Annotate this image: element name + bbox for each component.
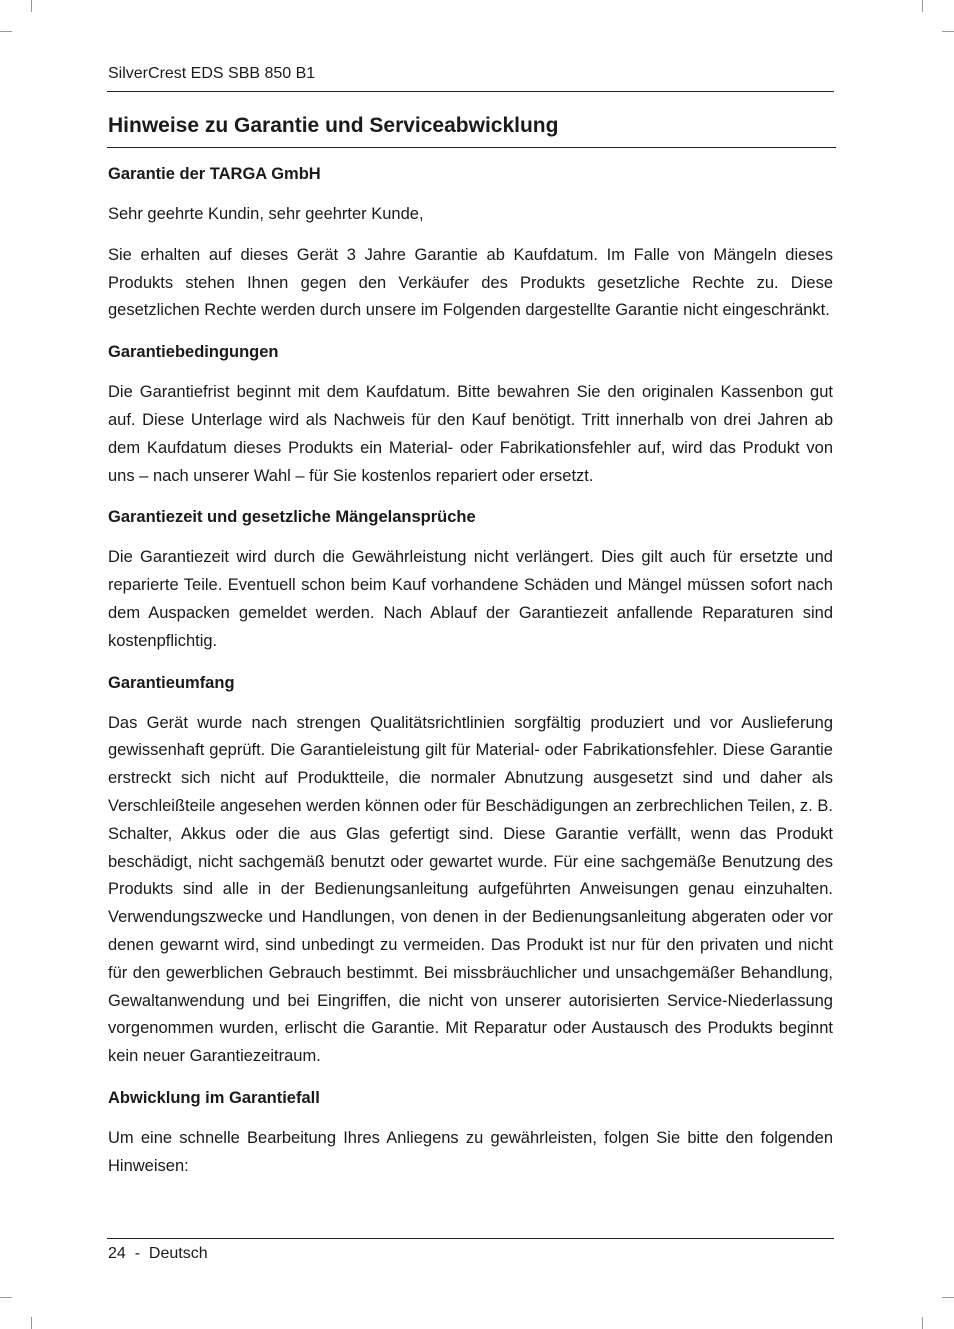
section-heading-period: Garantiezeit und gesetzliche Mängelansprüche xyxy=(108,508,476,527)
page-number: 24 xyxy=(108,1245,126,1262)
crop-mark xyxy=(922,1317,923,1329)
paragraph-processing: Um eine schnelle Bearbeitung Ihres Anliegens zu gewährleisten, folgen Sie bitte den folgenden Hinweisen: xyxy=(108,1128,833,1175)
page-footer xyxy=(108,1244,208,1264)
header-rule xyxy=(107,91,834,92)
footer-separator: - xyxy=(134,1245,141,1262)
paragraph-warranty-intro: Sie erhalten auf dieses Gerät 3 Jahre Garantie ab Kaufdatum. Im Falle von Mängeln dieses Produkts stehen Ihnen gegen den Verkäufer des Produkts gesetzliche Rechte zu. Diese gesetzlichen Rechte werden durch unsere im Folgenden dargestellte Garantie nicht eingeschränkt. xyxy=(108,245,833,320)
crop-mark xyxy=(31,1317,32,1329)
footer-language: Deutsch xyxy=(148,1245,208,1262)
crop-mark xyxy=(0,31,12,32)
paragraph-period: Die Garantiezeit wird durch die Gewährleistung nicht verlängert. Dies gilt auch für ersetzte und reparierte Teile. Eventuell schon beim Kauf vorhandene Schäden und Mängel müssen sofort nach dem Auspacken gemeldet werden. Nach Ablauf der Garantiezeit anfallende Reparaturen sind kostenpflichtig. xyxy=(108,548,833,650)
footer-rule xyxy=(107,1238,834,1239)
section-heading-targa: Garantie der TARGA GmbH xyxy=(108,165,321,183)
page-title: Hinweise zu Garantie und Serviceabwicklung xyxy=(108,114,559,137)
crop-mark xyxy=(942,1297,954,1298)
salutation: Sehr geehrte Kundin, sehr geehrter Kunde, xyxy=(108,205,424,223)
section-heading-scope: Garantieumfang xyxy=(108,673,235,692)
document-body xyxy=(108,160,833,1194)
crop-mark xyxy=(0,1297,12,1298)
title-rule xyxy=(107,147,836,148)
section-heading-conditions: Garantiebedingungen xyxy=(108,343,279,362)
crop-mark xyxy=(942,31,954,32)
paragraph-conditions: Die Garantiefrist beginnt mit dem Kaufdatum. Bitte bewahren Sie den originalen Kassenbon gut auf. Diese Unterlage wird als Nachweis für den Kauf benötigt. Tritt innerhalb von drei Jahren ab dem Kaufdatum dieses Produkts ein Material- oder Fabrikationsfehler auf, wird das Produkt von uns – nach unserer Wahl – für Sie kostenlos repariert oder ersetzt. xyxy=(108,383,833,485)
paragraph-scope: Das Gerät wurde nach strengen Qualitätsrichtlinien sorgfältig produziert und vor Auslieferung gewissenhaft geprüft. Die Garantieleistung gilt für Material- oder Fabrikationsfehler. Diese Garantie erstreckt sich nicht auf Produktteile, die normaler Abnutzung ausgesetzt sind und daher als Verschleißteile angesehen werden können oder für Beschädigungen an zerbrechlichen Teilen, z. B. Schalter, Akkus oder die aus Glas gefertigt sind. Diese Garantie verfällt, wenn das Produkt beschädigt, nicht sachgemäß benutzt oder gewartet wurde. Für eine sachgemäße Benutzung des Produkts sind alle in der Bedienungsanleitung aufgeführten Anweisungen genau einzuhalten. Verwendungszwecke und Handlungen, von denen in der Bedienungsanleitung abgeraten oder vor denen gewarnt wird, sind unbedingt zu vermeiden. Das Produkt ist nur für den privaten und nicht für den gewerblichen Gebrauch bestimmt. Bei missbräuchlicher und unsachgemäßer Behandlung, Gewaltanwendung und bei Eingriffen, die nicht von unserer autorisierten Service-Niederlassung vorgenommen wurden, erlischt die Garantie. Mit Reparatur oder Austausch des Produkts beginnt kein neuer Garantiezeitraum. xyxy=(108,713,833,1066)
crop-mark xyxy=(922,0,923,12)
crop-mark xyxy=(31,0,32,12)
section-heading-processing: Abwicklung im Garantiefall xyxy=(108,1088,320,1107)
running-header: SilverCrest EDS SBB 850 B1 xyxy=(108,65,316,82)
